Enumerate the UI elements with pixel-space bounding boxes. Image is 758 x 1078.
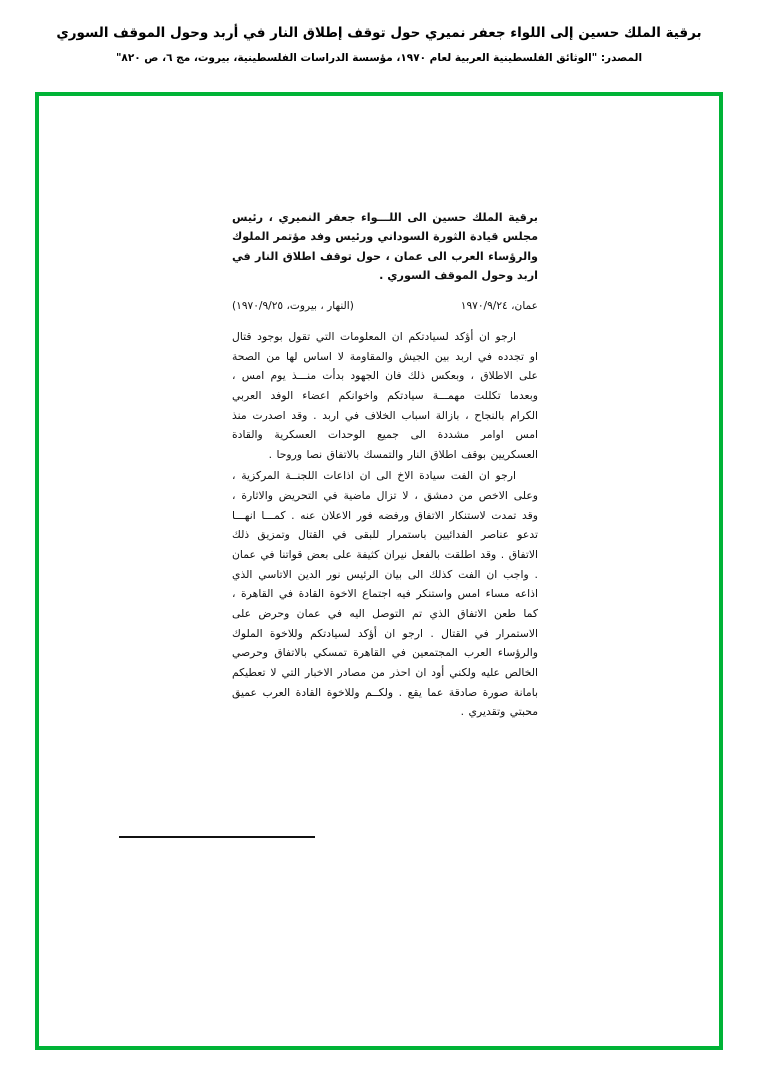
scanned-document-body bbox=[232, 208, 538, 724]
horizontal-rule bbox=[119, 836, 315, 838]
scanned-page-frame bbox=[35, 92, 723, 1050]
telegram-title: برقية الملك حسين الى اللـــواء جعفر النميري ، رئيس مجلس قيادة الثورة السوداني ورئيس وفد مؤتمر الملوك والرؤساء العرب الى عمان ، حول توقف اطلاق النار في اربد وحول الموقف السوري . bbox=[232, 211, 538, 282]
dateline-place-date: عمان، ١٩٧٠/٩/٢٤ bbox=[460, 300, 538, 313]
dateline-source: (النهار ، بيروت، ١٩٧٠/٩/٢٥) bbox=[232, 300, 354, 313]
paragraph: ارجو ان الفت سيادة الاخ الى ان اذاعات اللجنــة المركزية ، وعلى الاخص من دمشق ، لا تزال ماضية في التحريض والاثارة ، وقد تمدت لاستنكار الاتفاق ورفضه فور الاعلان عنه . كمـــا انهـــا تدعو عناصر الفدائيين باستمرار للبقى في القتال وتمزيق ذلك الاتفاق . وقد اطلقت بالفعل نيران كثيفة على بعض قواتنا في عمان . واجب ان الفت كذلك الى بيان الرئيس نور الدين الاتاسي الذي اذاعه مساء امس واستنكر فيه اجتماع الاخوة القادة في القاهرة ، كما طعن الاتفاق الذي تم التوصل اليه في عمان وحرض على الاستمرار في القتال . ارجو ان أؤكد لسيادتكم وللاخوة الملوك والرؤساء العرب المجتمعين في القاهرة تمسكي بالاتفاق وحرصي الخالص عليه ولكني أود ان احذر من مصادر الاخبار التي لا تعطيكم بامانة صورة صادقة عما يقع . ولكــم وللاخوة القادة العرب عميق محبتي وتقديري . bbox=[232, 469, 538, 719]
dateline bbox=[232, 298, 538, 315]
document-header bbox=[0, 0, 758, 64]
paragraph: ارجو ان أؤكد لسيادتكم ان المعلومات التي تقول بوجود قتال او تجدده في اربد بين الجيش والمقاومة لا اساس لها من الصحة على الاطلاق ، وبعكس ذلك فان الجهود بدأت منـــذ يوم امس ، وبعدما تكللت مهمـــة سيادتكم واخوانكم اعضاء الوفد العربي الكرام بالنجاح ، بازالة اسباب الخلاف في اربد . وقد اصدرت منذ امس اوامر مشددة الى جميع الوحدات العسكرية والقادة العسكريين بوقف اطلاق النار والتمسك بالاتفاق نصا وروحا . bbox=[232, 330, 538, 461]
source-citation: المصدر: "الوثائق الفلسطينية العربية لعام ١٩٧٠، مؤسسة الدراسات الفلسطينية، بيروت، مج ٦، ص ٨٢٠" bbox=[115, 51, 643, 64]
telegram-body bbox=[232, 327, 538, 722]
page-title: برقية الملك حسين إلى اللواء جعفر نميري حول توقف إطلاق النار في أربد وحول الموقف السوري bbox=[56, 25, 702, 41]
